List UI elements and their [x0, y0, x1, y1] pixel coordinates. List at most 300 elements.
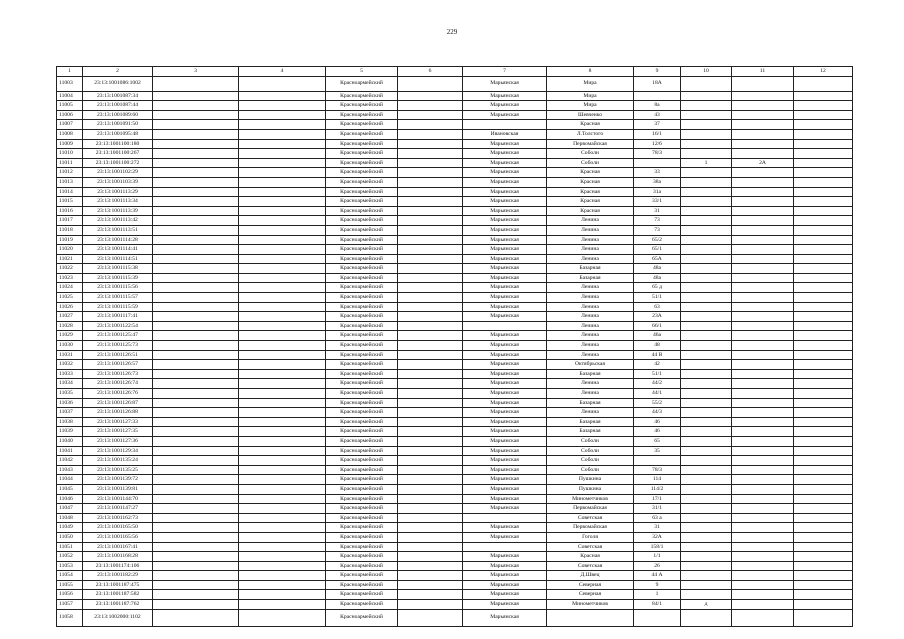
settlement-cell: Марьянская [463, 465, 547, 475]
column-4-cell [239, 369, 326, 379]
column-4-cell [239, 609, 326, 626]
column-12-cell [794, 600, 853, 610]
column-6-cell [398, 321, 463, 331]
row-number-cell: 11058 [57, 609, 83, 626]
column-6-cell [398, 197, 463, 207]
cadastral-number-cell: 23:13:1001182:29 [83, 571, 153, 581]
column-4-cell [239, 264, 326, 274]
house-cell: 66/1 [634, 321, 681, 331]
row-number-cell: 11036 [57, 398, 83, 408]
street-cell: Соболи [547, 446, 634, 456]
house-cell: 48 [634, 341, 681, 351]
column-12-cell [794, 350, 853, 360]
cadastral-number-cell: 23:13:1001113:34 [83, 197, 153, 207]
column-6-cell [398, 235, 463, 245]
column-4-cell [239, 158, 326, 168]
column-6-cell [398, 187, 463, 197]
house-cell: 114/2 [634, 484, 681, 494]
column-10-cell [681, 436, 732, 446]
column-12-cell [794, 91, 853, 101]
row-number-cell: 11038 [57, 417, 83, 427]
settlement-cell: Марьянская [463, 369, 547, 379]
column-4-cell [239, 379, 326, 389]
column-6-cell [398, 254, 463, 264]
district-cell: Красноармейский [326, 494, 398, 504]
district-cell: Красноармейский [326, 513, 398, 523]
column-10-cell [681, 321, 732, 331]
cadastral-number-cell: 23:13:1001187:475 [83, 580, 153, 590]
column-header: 7 [463, 67, 547, 77]
row-number-cell: 11053 [57, 561, 83, 571]
street-cell: Красная [547, 197, 634, 207]
row-number-cell: 11054 [57, 571, 83, 581]
column-10-cell [681, 408, 732, 418]
house-cell: 31 [634, 523, 681, 533]
row-number-cell: 11027 [57, 312, 83, 322]
column-4-cell [239, 225, 326, 235]
column-10-cell [681, 206, 732, 216]
cadastral-number-cell: 23:13:1001126:76 [83, 389, 153, 399]
table-body [57, 76, 853, 626]
district-cell: Красноармейский [326, 504, 398, 514]
district-cell: Красноармейский [326, 475, 398, 485]
column-12-cell [794, 139, 853, 149]
district-cell: Красноармейский [326, 360, 398, 370]
column-11-cell [732, 523, 794, 533]
column-11-cell [732, 76, 794, 91]
street-cell: Ленина [547, 235, 634, 245]
column-4-cell [239, 76, 326, 91]
table-row [57, 225, 853, 235]
column-6-cell [398, 264, 463, 274]
column-4-cell [239, 273, 326, 283]
column-11-cell [732, 225, 794, 235]
column-12-cell [794, 504, 853, 514]
table-row [57, 254, 853, 264]
table-row [57, 168, 853, 178]
column-6-cell [398, 139, 463, 149]
cadastral-number-cell: 23:13:1001187:582 [83, 590, 153, 600]
house-cell: 38а [634, 177, 681, 187]
column-6-cell [398, 532, 463, 542]
column-4-cell [239, 283, 326, 293]
table-row [57, 341, 853, 351]
column-10-cell [681, 350, 732, 360]
column-4-cell [239, 523, 326, 533]
column-6-cell [398, 580, 463, 590]
column-6-cell [398, 494, 463, 504]
column-6-cell [398, 206, 463, 216]
district-cell: Красноармейский [326, 254, 398, 264]
settlement-cell: Марьянская [463, 571, 547, 581]
settlement-cell: Марьянская [463, 177, 547, 187]
street-cell: Пушкина [547, 475, 634, 485]
column-3-cell [153, 513, 239, 523]
house-cell: 65 д [634, 283, 681, 293]
column-10-cell [681, 187, 732, 197]
column-3-cell [153, 446, 239, 456]
row-number-cell: 11040 [57, 436, 83, 446]
table-row [57, 609, 853, 626]
cadastral-number-cell: 23:13:1001095:48 [83, 129, 153, 139]
column-11-cell [732, 398, 794, 408]
column-4-cell [239, 139, 326, 149]
settlement-cell: Марьянская [463, 302, 547, 312]
column-4-cell [239, 350, 326, 360]
cadastral-number-cell: 23:13:1001139:72 [83, 475, 153, 485]
house-cell: 44 А [634, 571, 681, 581]
column-12-cell [794, 264, 853, 274]
column-6-cell [398, 475, 463, 485]
street-cell: Ленина [547, 379, 634, 389]
column-6-cell [398, 504, 463, 514]
street-cell: Красная [547, 177, 634, 187]
column-6-cell [398, 600, 463, 610]
column-4-cell [239, 110, 326, 120]
house-cell: 63 а [634, 513, 681, 523]
row-number-cell: 11041 [57, 446, 83, 456]
house-cell: 158/1 [634, 542, 681, 552]
column-10-cell: д [681, 600, 732, 610]
column-12-cell [794, 293, 853, 303]
settlement-cell: Марьянская [463, 91, 547, 101]
cadastral-number-cell: 23:13:1001126:57 [83, 360, 153, 370]
column-6-cell [398, 360, 463, 370]
street-cell: Советская [547, 561, 634, 571]
cadastral-number-cell: 23:13:1001127:33 [83, 417, 153, 427]
table-row [57, 197, 853, 207]
district-cell: Красноармейский [326, 149, 398, 159]
settlement-cell: Марьянская [463, 283, 547, 293]
column-12-cell [794, 532, 853, 542]
row-number-cell: 11006 [57, 110, 83, 120]
house-cell: 16/1 [634, 129, 681, 139]
column-3-cell [153, 465, 239, 475]
row-number-cell: 11028 [57, 321, 83, 331]
column-3-cell [153, 504, 239, 514]
row-number-cell: 11049 [57, 523, 83, 533]
row-number-cell: 11005 [57, 101, 83, 111]
column-6-cell [398, 427, 463, 437]
district-cell: Красноармейский [326, 91, 398, 101]
table-row [57, 350, 853, 360]
column-3-cell [153, 350, 239, 360]
house-cell: 46 [634, 417, 681, 427]
district-cell: Красноармейский [326, 177, 398, 187]
row-number-cell: 11047 [57, 504, 83, 514]
column-12-cell [794, 312, 853, 322]
column-6-cell [398, 408, 463, 418]
cadastral-number-cell: 23:13:1001113:29 [83, 187, 153, 197]
column-4-cell [239, 206, 326, 216]
column-11-cell [732, 302, 794, 312]
column-3-cell [153, 235, 239, 245]
column-4-cell [239, 552, 326, 562]
column-3-cell [153, 341, 239, 351]
cadastral-number-cell: 23:13:1001100:272 [83, 158, 153, 168]
column-11-cell [732, 475, 794, 485]
street-cell: Северная [547, 590, 634, 600]
settlement-cell: Марьянская [463, 456, 547, 466]
street-cell: Ленина [547, 216, 634, 226]
table-row [57, 312, 853, 322]
column-10-cell [681, 302, 732, 312]
column-12-cell [794, 552, 853, 562]
cadastral-number-cell: 23:13:1001115:39 [83, 273, 153, 283]
settlement-cell: Марьянская [463, 523, 547, 533]
table-row [57, 149, 853, 159]
table-row [57, 427, 853, 437]
column-11-cell [732, 245, 794, 255]
column-6-cell [398, 110, 463, 120]
settlement-cell: Марьянская [463, 417, 547, 427]
house-cell: 32А [634, 532, 681, 542]
table-row [57, 552, 853, 562]
street-cell: Базарная [547, 417, 634, 427]
house-cell [634, 91, 681, 101]
row-number-cell: 11048 [57, 513, 83, 523]
settlement-cell: Марьянская [463, 139, 547, 149]
house-cell: 51/1 [634, 293, 681, 303]
district-cell: Красноармейский [326, 302, 398, 312]
row-number-cell: 11037 [57, 408, 83, 418]
house-cell: 33 [634, 168, 681, 178]
row-number-cell: 11003 [57, 76, 83, 91]
column-10-cell [681, 76, 732, 91]
table-row [57, 513, 853, 523]
row-number-cell: 11033 [57, 369, 83, 379]
district-cell: Красноармейский [326, 293, 398, 303]
table-row [57, 273, 853, 283]
row-number-cell: 11052 [57, 552, 83, 562]
cadastral-number-cell: 23:13:1001187:762 [83, 600, 153, 610]
column-12-cell [794, 197, 853, 207]
column-header: 8 [547, 67, 634, 77]
street-cell: Октябрьская [547, 360, 634, 370]
cadastral-number-cell: 23:13:1001125:73 [83, 341, 153, 351]
column-11-cell [732, 312, 794, 322]
street-cell: Минометчиков [547, 600, 634, 610]
house-cell: 44/1 [634, 389, 681, 399]
column-12-cell [794, 590, 853, 600]
row-number-cell: 11032 [57, 360, 83, 370]
column-11-cell [732, 360, 794, 370]
column-10-cell [681, 590, 732, 600]
house-cell: 9 [634, 580, 681, 590]
column-10-cell: 1 [681, 158, 732, 168]
column-4-cell [239, 427, 326, 437]
table-row [57, 360, 853, 370]
table-row [57, 331, 853, 341]
row-number-cell: 11023 [57, 273, 83, 283]
table-row [57, 436, 853, 446]
column-12-cell [794, 273, 853, 283]
row-number-cell: 11012 [57, 168, 83, 178]
cadastral-number-cell: 23:13:1001114:51 [83, 254, 153, 264]
column-11-cell [732, 216, 794, 226]
street-cell: Ленина [547, 283, 634, 293]
column-10-cell [681, 580, 732, 590]
column-6-cell [398, 523, 463, 533]
column-4-cell [239, 408, 326, 418]
house-cell: 51/1 [634, 369, 681, 379]
street-cell: Красная [547, 120, 634, 130]
settlement-cell: Марьянская [463, 110, 547, 120]
cadastral-number-cell: 23:13:1001127:35 [83, 427, 153, 437]
house-cell: 31а [634, 187, 681, 197]
column-10-cell [681, 532, 732, 542]
table-row [57, 101, 853, 111]
column-3-cell [153, 523, 239, 533]
district-cell: Красноармейский [326, 379, 398, 389]
column-header: 6 [398, 67, 463, 77]
table-row [57, 158, 853, 168]
house-cell: 18А [634, 76, 681, 91]
column-10-cell [681, 513, 732, 523]
column-4-cell [239, 341, 326, 351]
cadastral-number-cell: 23:13:1001139:81 [83, 484, 153, 494]
column-12-cell [794, 379, 853, 389]
cadastral-number-cell: 23:13:1001113:39 [83, 206, 153, 216]
house-cell: 63 [634, 302, 681, 312]
street-cell: Ленина [547, 293, 634, 303]
column-3-cell [153, 206, 239, 216]
column-4-cell [239, 484, 326, 494]
page-number: 229 [446, 28, 458, 36]
column-3-cell [153, 76, 239, 91]
district-cell: Красноармейский [326, 264, 398, 274]
row-number-cell: 11044 [57, 475, 83, 485]
settlement-cell: Марьянская [463, 590, 547, 600]
cadastral-number-cell: 23:13:1001117:41 [83, 312, 153, 322]
row-number-cell: 11045 [57, 484, 83, 494]
settlement-cell: Марьянская [463, 273, 547, 283]
column-4-cell [239, 187, 326, 197]
column-11-cell [732, 264, 794, 274]
table-row [57, 571, 853, 581]
column-12-cell [794, 360, 853, 370]
column-header: 3 [153, 67, 239, 77]
district-cell: Красноармейский [326, 101, 398, 111]
column-11-cell [732, 456, 794, 466]
table-row [57, 475, 853, 485]
column-4-cell [239, 590, 326, 600]
street-cell: Базарная [547, 273, 634, 283]
column-4-cell [239, 600, 326, 610]
table-row [57, 532, 853, 542]
column-3-cell [153, 484, 239, 494]
column-12-cell [794, 369, 853, 379]
table-row [57, 216, 853, 226]
column-4-cell [239, 101, 326, 111]
column-3-cell [153, 552, 239, 562]
column-6-cell [398, 571, 463, 581]
cadastral-number-cell: 23:13:1001126:51 [83, 350, 153, 360]
column-4-cell [239, 417, 326, 427]
row-number-cell: 11046 [57, 494, 83, 504]
column-11-cell [732, 187, 794, 197]
column-11-cell [732, 293, 794, 303]
row-number-cell: 11004 [57, 91, 83, 101]
district-cell: Красноармейский [326, 197, 398, 207]
column-6-cell [398, 341, 463, 351]
settlement-cell [463, 542, 547, 552]
column-3-cell [153, 197, 239, 207]
column-11-cell [732, 580, 794, 590]
district-cell: Красноармейский [326, 139, 398, 149]
street-cell: Д.Швец [547, 571, 634, 581]
district-cell: Красноармейский [326, 369, 398, 379]
cadastral-number-cell: 23:13:1001089:60 [83, 110, 153, 120]
column-3-cell [153, 398, 239, 408]
column-6-cell [398, 369, 463, 379]
column-3-cell [153, 580, 239, 590]
table-row [57, 379, 853, 389]
column-3-cell [153, 158, 239, 168]
column-10-cell [681, 273, 732, 283]
table-row [57, 293, 853, 303]
column-12-cell [794, 110, 853, 120]
house-cell: 1 [634, 590, 681, 600]
column-4-cell [239, 580, 326, 590]
column-10-cell [681, 609, 732, 626]
table-row [57, 369, 853, 379]
column-3-cell [153, 571, 239, 581]
street-cell [547, 609, 634, 626]
column-3-cell [153, 273, 239, 283]
row-number-cell: 11056 [57, 590, 83, 600]
row-number-cell: 11014 [57, 187, 83, 197]
settlement-cell: Марьянская [463, 254, 547, 264]
cadastral-number-cell: 23:13:1001114:28 [83, 235, 153, 245]
row-number-cell: 11035 [57, 389, 83, 399]
street-cell: Пушкина [547, 484, 634, 494]
column-12-cell [794, 436, 853, 446]
row-number-cell: 11017 [57, 216, 83, 226]
district-cell: Красноармейский [326, 321, 398, 331]
column-11-cell [732, 120, 794, 130]
column-11-cell [732, 110, 794, 120]
settlement-cell: Марьянская [463, 436, 547, 446]
column-11-cell [732, 427, 794, 437]
settlement-cell: Марьянская [463, 187, 547, 197]
row-number-cell: 11009 [57, 139, 83, 149]
column-12-cell [794, 456, 853, 466]
table-row [57, 187, 853, 197]
column-10-cell [681, 369, 732, 379]
street-cell: Красная [547, 206, 634, 216]
column-11-cell [732, 417, 794, 427]
row-number-cell: 11020 [57, 245, 83, 255]
column-3-cell [153, 120, 239, 130]
district-cell: Красноармейский [326, 436, 398, 446]
street-cell: Мира [547, 91, 634, 101]
column-12-cell [794, 245, 853, 255]
settlement-cell: Марьянская [463, 504, 547, 514]
district-cell: Красноармейский [326, 312, 398, 322]
cadastral-number-cell: 23:13:1001126:74 [83, 379, 153, 389]
column-10-cell [681, 417, 732, 427]
column-12-cell [794, 513, 853, 523]
column-10-cell [681, 360, 732, 370]
district-cell: Красноармейский [326, 283, 398, 293]
column-6-cell [398, 76, 463, 91]
column-11-cell [732, 446, 794, 456]
column-12-cell [794, 542, 853, 552]
row-number-cell: 11055 [57, 580, 83, 590]
column-12-cell [794, 235, 853, 245]
settlement-cell: Марьянская [463, 168, 547, 178]
